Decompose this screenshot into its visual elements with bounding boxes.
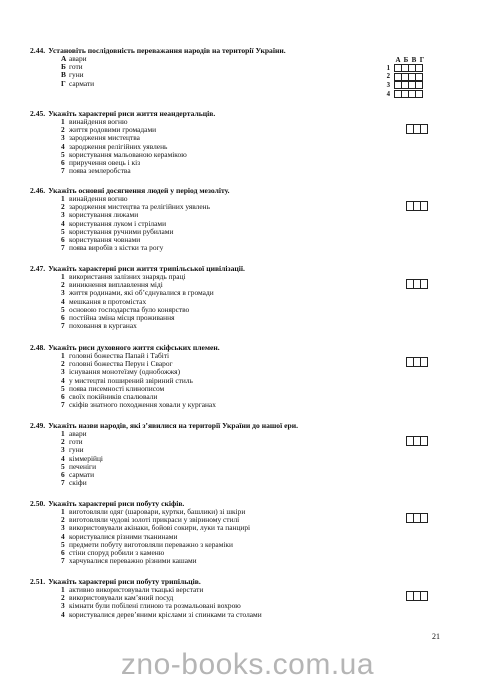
option-text: печеніги: [69, 461, 97, 471]
grid-row: [380, 81, 426, 90]
page-number: 21: [432, 632, 440, 641]
question-2-45: [30, 109, 450, 175]
grid-row-number: 1: [386, 64, 390, 72]
option-key: 6: [61, 392, 65, 402]
option-text: використовували кам’яний посуд: [69, 593, 174, 603]
question-text: Укажіть риси духовного життя скіфських племен.: [48, 343, 220, 352]
option-text: виготовляли чудові золоті прикраси у звіриному стилі: [69, 515, 240, 525]
option-key: 4: [61, 141, 65, 151]
option-text: сармати: [69, 78, 95, 88]
answer-cell[interactable]: [420, 124, 428, 134]
question-number: 2.49.: [30, 421, 46, 430]
option-item: [30, 471, 450, 479]
option-key: 5: [61, 383, 65, 393]
question-text: Укажіть характерні риси побуту скіфів.: [48, 499, 185, 508]
option-item: [30, 611, 450, 619]
question-2-51: [30, 577, 450, 619]
option-key: 3: [61, 367, 65, 377]
question-2-47: [30, 264, 450, 330]
option-key: 4: [61, 609, 65, 619]
grid-header-v: В: [411, 56, 417, 64]
option-text: поява землеробства: [69, 166, 131, 176]
option-item: [30, 244, 450, 252]
option-key: 7: [61, 478, 65, 488]
answer-cell[interactable]: [420, 591, 428, 601]
option-item: [30, 322, 450, 330]
grid-header-g: Г: [419, 56, 425, 64]
grid-header-a: А: [395, 56, 401, 64]
option-key: 4: [61, 218, 65, 228]
option-key: 7: [61, 556, 65, 566]
option-text: поховання в курганах: [69, 321, 137, 331]
option-text: поява писемності клинописом: [69, 383, 165, 393]
option-key: 3: [61, 601, 65, 611]
option-text: користувалися дерев’яними кріслами зі спинками та столами: [69, 609, 262, 619]
option-text: зародження мистецтва: [69, 133, 140, 143]
option-text: виготовляли одяг (шаровари, куртки, башлики) зі шкіри: [69, 507, 246, 516]
option-key: 2: [61, 359, 65, 369]
option-text: використовували акінаки, бойові сокири, луки та панцирі: [69, 523, 251, 533]
option-text: головні божества Перун і Сварог: [69, 359, 173, 369]
option-text: гуни: [69, 445, 84, 455]
option-text: користування ручними рубилами: [69, 226, 174, 236]
option-key: 7: [61, 400, 65, 410]
option-text: життя родовими громадами: [69, 125, 157, 135]
option-key: 2: [61, 280, 65, 290]
option-key: 1: [61, 585, 65, 594]
option-key: 6: [61, 548, 65, 558]
option-item: [30, 430, 450, 438]
question-number: 2.44.: [30, 46, 46, 55]
options-2-50: [30, 508, 450, 565]
option-text: гуни: [69, 70, 84, 80]
option-key: 5: [61, 149, 65, 159]
option-text: виникнення виплавлення міді: [69, 280, 163, 290]
question-number: 2.48.: [30, 343, 46, 352]
question-2-49: [30, 421, 450, 487]
option-key: 3: [61, 133, 65, 143]
option-item: [30, 557, 450, 565]
option-text: стіни споруд робили з каменю: [69, 548, 165, 558]
answer-cell[interactable]: [420, 201, 428, 211]
answer-box-2-50[interactable]: [406, 513, 427, 523]
option-text: у мистецтві поширений звіриний стиль: [69, 375, 193, 385]
option-text: кімнати були побілені глиною та розмальовані вохрою: [69, 601, 241, 611]
option-key: 7: [61, 243, 65, 253]
question-2-50: [30, 499, 450, 565]
option-text: активно використовували ткацькі верстати: [69, 585, 204, 594]
option-key: 4: [61, 296, 65, 306]
option-key: 6: [61, 158, 65, 168]
question-text: Укажіть назви народів, які з’явилися на території України до нашої ери.: [48, 421, 298, 430]
option-text: своїх покійників спалювали: [69, 392, 158, 402]
option-key: 6: [61, 470, 65, 480]
question-text: Укажіть характерні риси життя трипільської цивілізації.: [48, 264, 245, 273]
option-key: 7: [61, 166, 65, 176]
option-key: 4: [61, 531, 65, 541]
option-key: 3: [61, 523, 65, 533]
answer-cell[interactable]: [420, 357, 428, 367]
answer-box-2-45[interactable]: [406, 124, 427, 134]
question-number: 2.50.: [30, 499, 46, 508]
grid-row-number: 3: [386, 81, 390, 89]
option-item: [30, 479, 450, 487]
option-item: [30, 438, 450, 446]
option-key: 1: [61, 194, 65, 203]
answer-cell[interactable]: [420, 436, 428, 446]
answer-box-2-46[interactable]: [406, 201, 427, 211]
option-text: користування луком і стрілами: [69, 218, 167, 228]
grid-row: [380, 64, 426, 73]
option-key: 4: [61, 375, 65, 385]
option-text: основою господарства було конярство: [69, 304, 190, 314]
answer-cell[interactable]: [420, 279, 428, 289]
option-key: В: [61, 70, 66, 80]
option-key: 2: [61, 202, 65, 212]
question-2-46: [30, 186, 450, 252]
answer-cell[interactable]: [415, 73, 423, 81]
option-text: сармати: [69, 470, 95, 480]
option-key: 5: [61, 304, 65, 314]
question-2-48: [30, 343, 450, 409]
option-key: 1: [61, 351, 65, 360]
option-key: 6: [61, 313, 65, 323]
option-text: авари: [69, 54, 87, 63]
option-key: 1: [61, 117, 65, 126]
option-key: 6: [61, 235, 65, 245]
question-text: Укажіть характерні риси побуту трипільців.: [48, 577, 201, 586]
answer-box-2-47[interactable]: [406, 279, 427, 289]
option-text: зародження мистецтва та релігійних уявлень: [69, 202, 210, 212]
option-text: приручення овець і кіз: [69, 158, 141, 168]
question-text: Установіть послідовність переважання народів на території України.: [48, 46, 286, 55]
answer-cell[interactable]: [420, 513, 428, 523]
option-text: готи: [69, 437, 83, 447]
question-number: 2.47.: [30, 264, 46, 273]
option-text: користувалися різними тканинами: [69, 531, 178, 541]
option-key: А: [61, 54, 67, 63]
option-text: існування монотеїзму (однобожжя): [69, 367, 181, 377]
option-text: використання залізних знарядь праці: [69, 272, 186, 281]
grid-row-number: 4: [386, 90, 390, 98]
question-text: Укажіть основні досягнення людей у період мезоліту.: [48, 186, 230, 195]
option-key: 3: [61, 445, 65, 455]
option-text: предмети побуту виготовляли переважно з кераміки: [69, 539, 233, 549]
option-key: Г: [61, 78, 66, 88]
option-text: життя родинами, які об’єднувалися в громади: [69, 288, 214, 298]
matching-answer-grid: [380, 56, 426, 98]
option-key: 1: [61, 272, 65, 281]
option-text: харчувалися переважно різними кашами: [69, 556, 197, 566]
option-text: кіммерійці: [69, 453, 103, 463]
option-text: поява виробів з кістки та рогу: [69, 243, 164, 253]
options-2-51: [30, 586, 450, 619]
option-text: винайдення вогню: [69, 117, 128, 126]
option-text: користування лижами: [69, 210, 139, 220]
option-key: 5: [61, 226, 65, 236]
option-text: мешкання в протомістах: [69, 296, 147, 306]
option-text: головні божества Папай і Табіті: [69, 351, 170, 360]
answer-cell[interactable]: [415, 81, 423, 89]
option-text: авари: [69, 429, 87, 438]
option-text: скіфів знатного походження ховали у курганах: [69, 400, 216, 410]
option-text: користування мальованою керамікою: [69, 149, 187, 159]
option-key: 2: [61, 515, 65, 525]
option-item: [30, 167, 450, 175]
options-2-47: [30, 273, 450, 330]
option-key: 5: [61, 539, 65, 549]
options-2-48: [30, 352, 450, 409]
option-key: 2: [61, 593, 65, 603]
grid-header: [394, 56, 426, 64]
option-key: 5: [61, 461, 65, 471]
answer-box-2-51[interactable]: [406, 591, 427, 601]
option-text: винайдення вогню: [69, 194, 128, 203]
options-2-46: [30, 195, 450, 252]
option-key: 7: [61, 321, 65, 331]
question-number: 2.46.: [30, 186, 46, 195]
option-text: постійна зміна місця проживання: [69, 313, 175, 323]
grid-header-b: Б: [403, 56, 409, 64]
grid-row-number: 2: [386, 73, 390, 81]
question-text: Укажіть характерні риси життя неандертальців.: [48, 109, 216, 118]
option-key: Б: [61, 62, 66, 72]
option-key: 3: [61, 210, 65, 220]
option-key: 1: [61, 429, 65, 438]
question-number: 2.51.: [30, 577, 46, 586]
option-key: 1: [61, 507, 65, 516]
answer-cell[interactable]: [415, 90, 423, 98]
options-2-45: [30, 118, 450, 175]
option-text: готи: [69, 62, 83, 72]
site-watermark: zno-books.com.ua: [120, 648, 375, 681]
option-key: 3: [61, 288, 65, 298]
option-key: 2: [61, 125, 65, 135]
grid-row: [380, 73, 426, 82]
answer-box-2-49[interactable]: [406, 436, 427, 446]
answer-box-2-48[interactable]: [406, 357, 427, 367]
question-number: 2.45.: [30, 109, 46, 118]
option-text: користування човнами: [69, 235, 141, 245]
answer-cell[interactable]: [415, 64, 423, 72]
option-text: скіфи: [69, 478, 87, 488]
options-2-49: [30, 430, 450, 487]
option-key: 4: [61, 453, 65, 463]
option-key: 2: [61, 437, 65, 447]
grid-row: [380, 90, 426, 99]
option-text: зародження релігійних уявлень: [69, 141, 168, 151]
option-item: [30, 401, 450, 409]
